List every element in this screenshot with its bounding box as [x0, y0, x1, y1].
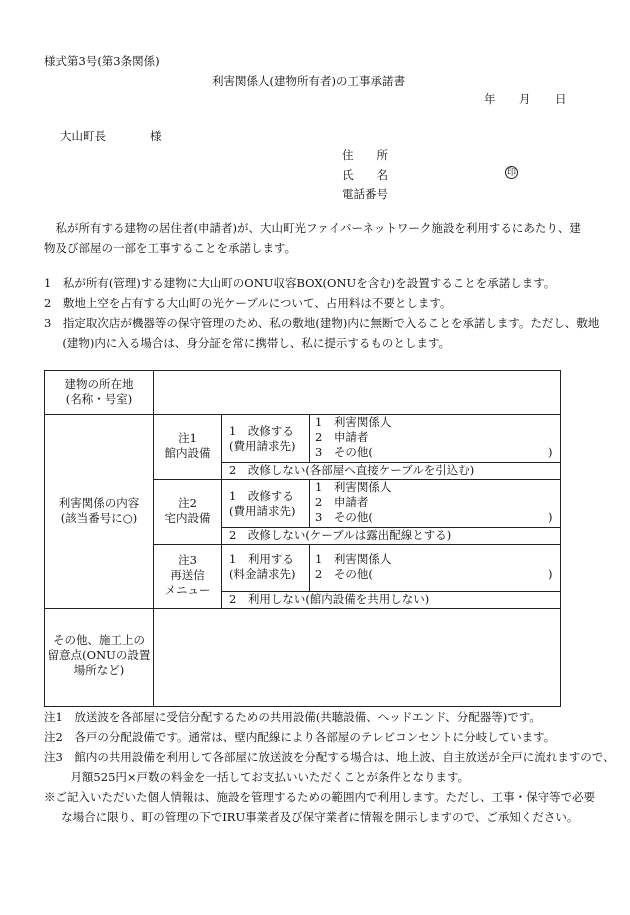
location-label: 建物の所在地 (名称・号室)	[64, 377, 134, 406]
document-title: 利害関係人(建物所有者)の工事承諾書	[212, 74, 405, 88]
section-1-parties	[315, 415, 391, 460]
section-1-close-paren: )	[548, 445, 553, 459]
footnote-2: 注2 各戸の分配設備です。通常は、壁内配線により各部屋のテレビコンセントに分岐しています。	[44, 730, 556, 744]
seal-mark: 印	[506, 168, 516, 178]
other-notes-input[interactable]	[154, 609, 560, 706]
name-label: 氏 名	[342, 168, 388, 182]
consent-form-table	[44, 370, 561, 707]
section-1-no-renovate-option[interactable]: 2 改修しない(各部屋へ直接ケーブルを引込む)	[229, 463, 475, 477]
section-3-parties	[315, 552, 391, 582]
section-3-party-1[interactable]: 1 利害関係人	[315, 552, 392, 566]
consent-item-1: 1 私が所有(管理)する建物に大山町のONU収容BOX(ONUを含む)を設置することを承諾します。	[44, 276, 556, 290]
section-1-renovate-option[interactable]: 1 改修する (費用請求先)	[229, 424, 296, 453]
section-3-close-paren: )	[548, 567, 553, 581]
consent-item-2: 2 敷地上空を占有する大山町の光ケーブルについて、占用料は不要とします。	[44, 296, 452, 310]
phone-label: 電話番号	[342, 187, 388, 201]
intro-paragraph: 私が所有する建物の居住者(申請者)が、大山町光ファイバーネットワーク施設を利用するにあたり、建物及び部屋の一部を工事することを承諾します。	[44, 221, 581, 255]
addressee-honorific: 様	[150, 129, 162, 143]
section-2-party-1[interactable]: 1 利害関係人	[315, 480, 392, 494]
section-2-party-2[interactable]: 2 申請者	[315, 495, 369, 509]
section-3-use-option[interactable]: 1 利用する (料金請求先)	[229, 552, 296, 581]
section-1-party-3[interactable]: 3 その他(	[315, 445, 373, 459]
interest-label: 利害関係の内容 (該当番号に○)	[58, 496, 140, 525]
form-number: 様式第3号(第3条関係)	[44, 54, 160, 68]
section-3-no-use-option[interactable]: 2 利用しない(館内設備を共用しない)	[229, 592, 430, 606]
section-1-party-2[interactable]: 2 申請者	[315, 430, 369, 444]
section-3-party-2[interactable]: 2 その他(	[315, 567, 373, 581]
other-notes-label: その他、施工上の 留意点(ONUの設置 場所など)	[47, 633, 151, 677]
addressee-name: 大山町長	[60, 129, 106, 143]
section-building-facilities-label: 注1 館内設備	[164, 431, 211, 460]
date-year-label: 年	[484, 92, 496, 106]
date-day-label: 日	[555, 92, 567, 106]
section-retransmission-label: 注3 再送信 メニュー	[164, 553, 211, 597]
section-2-parties	[315, 480, 391, 525]
section-home-facilities-label: 注2 宅内設備	[164, 496, 211, 525]
section-1-party-1[interactable]: 1 利害関係人	[315, 415, 392, 429]
section-2-renovate-option[interactable]: 1 改修する (費用請求先)	[229, 489, 296, 518]
section-2-party-3[interactable]: 3 その他(	[315, 510, 373, 524]
privacy-notice: ※ご記入いただいた個人情報は、施設を管理するための範囲内で利用します。ただし、工事・保守等で必要な場合に限り、町の管理の下でIRU事業者及び保守業者に情報を開示しますので、ご承知ください。	[44, 790, 596, 824]
address-label: 住 所	[342, 148, 388, 162]
section-2-no-renovate-option[interactable]: 2 改修しない(ケーブルは露出配線とする)	[229, 528, 452, 542]
consent-item-3: 3 指定取次店が機器等の保守管理のため、私の敷地(建物)内に無断で入ることを承諾します。ただし、敷地(建物)内に入る場合は、身分証を常に携帯し、私に提示するものとします。	[44, 316, 600, 350]
footnote-3: 注3 館内の共用設備を利用して各部屋に放送波を分配する場合は、地上波、自主放送が全戸に流れますので、月額525円×戸数の料金を一括してお支払いいただくことが条件となります。	[44, 750, 615, 784]
section-2-close-paren: )	[548, 510, 553, 524]
date-month-label: 月	[519, 92, 531, 106]
location-input[interactable]	[154, 372, 560, 413]
footnote-1: 注1 放送波を各部屋に受信分配するための共用設備(共聴設備、ヘッドエンド、分配器等)です。	[44, 710, 541, 724]
